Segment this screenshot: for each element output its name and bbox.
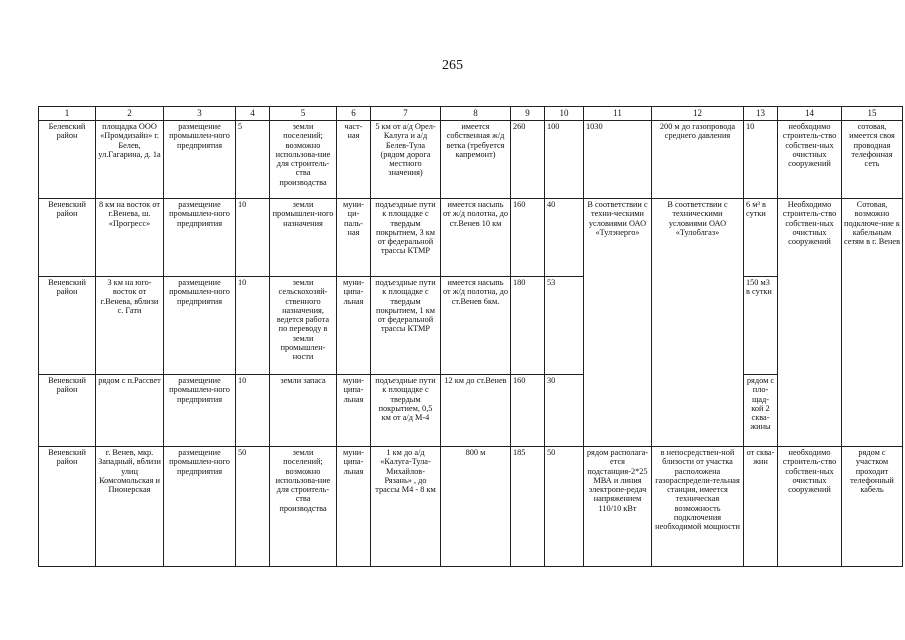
header-cell: 10: [545, 107, 584, 121]
header-cell: 2: [96, 107, 164, 121]
water-cell: 150 м3 в сутки: [744, 277, 778, 375]
header-cell: 14: [778, 107, 842, 121]
header-cell: 1: [39, 107, 96, 121]
header-cell: 3: [164, 107, 236, 121]
ownership-cell: муни-ципа-льная: [337, 447, 371, 567]
header-cell: 9: [511, 107, 545, 121]
roads-cell: подъездные пути к площадке с твердым покрытием, 1 км от федеральной трассы КТМР: [371, 277, 441, 375]
district-cell: Белевский район: [39, 121, 96, 199]
industrial-sites-table: [38, 106, 903, 567]
land-category-cell: земли поселений; возможно использова-ние для строитель-ства производства: [270, 447, 337, 567]
sewage-cell: необходимо строитель-ство собствен-ных очистных сооружений: [778, 121, 842, 199]
header-row: [39, 107, 903, 121]
header-cell: 11: [584, 107, 652, 121]
sewage-cell: Необходимо строитель-ство собствен-ных очистных сооружений: [778, 199, 842, 447]
col10-cell: 40: [545, 199, 584, 277]
col9-cell: 160: [511, 375, 545, 447]
district-cell: Веневский район: [39, 447, 96, 567]
col9-cell: 260: [511, 121, 545, 199]
railway-cell: 12 км до ст.Венев: [441, 375, 511, 447]
electricity-cell: В соответствии с техни-ческими условиями ОАО «Тулэнерго»: [584, 199, 652, 447]
railway-cell: имеется собственная ж/д ветка (требуется капремонт): [441, 121, 511, 199]
roads-cell: 1 км до а/д «Калуга-Тула-Михайлов-Рязань» , до трассы М4 - 8 км: [371, 447, 441, 567]
site-cell: площадка ООО «Промдизайн» г. Белев, ул.Гагарина, д. 1а: [96, 121, 164, 199]
header-cell: 6: [337, 107, 371, 121]
land-category-cell: земли сельскохозяй-ственного назначения, ведется работа по переводу в земли промышлен-ности: [270, 277, 337, 375]
col10-cell: 30: [545, 375, 584, 447]
electricity-cell: 1030: [584, 121, 652, 199]
telecom-cell: сотовая, имеется своя проводная телефонная сеть: [842, 121, 903, 199]
header-cell: 7: [371, 107, 441, 121]
ownership-cell: муни-ципа-льная: [337, 277, 371, 375]
table-row: [39, 277, 903, 375]
col10-cell: 53: [545, 277, 584, 375]
col9-cell: 160: [511, 199, 545, 277]
table-row: [39, 447, 903, 567]
land-category-cell: земли промышлен-ного назначения: [270, 199, 337, 277]
water-cell: 10: [744, 121, 778, 199]
col10-cell: 100: [545, 121, 584, 199]
telecom-cell: рядом с участком проходит телефонный кабель: [842, 447, 903, 567]
purpose-cell: размещение промышлен-ного предприятия: [164, 199, 236, 277]
site-cell: г. Венев, мкр. Западный, вблизи улиц Комсомольская и Пионерская: [96, 447, 164, 567]
page-number: 265: [442, 58, 463, 73]
gas-cell: 200 м до газопровода среднего давления: [652, 121, 744, 199]
col9-cell: 180: [511, 277, 545, 375]
purpose-cell: размещение промышлен-ного предприятия: [164, 375, 236, 447]
electricity-cell: рядом располага-ется подстанция-2*25 МВА и линия электропе-редач напряжением 110/10 кВт: [584, 447, 652, 567]
district-cell: Веневский район: [39, 375, 96, 447]
table-row: [39, 121, 903, 199]
telecom-cell: Сотовая, возможно подключе-ние к кабельным сетям в г. Венев: [842, 199, 903, 447]
area-cell: 10: [236, 375, 270, 447]
sewage-cell: необходимо строитель-ство собствен-ных очистных сооружений: [778, 447, 842, 567]
ownership-cell: част-ная: [337, 121, 371, 199]
site-cell: 3 км на юго-восток от г.Венева, вблизи с. Гати: [96, 277, 164, 375]
railway-cell: имеется насыпь от ж/д полотна, до ст.Венев 10 км: [441, 199, 511, 277]
table-row: [39, 199, 903, 277]
area-cell: 10: [236, 277, 270, 375]
gas-cell: в непосредствен-ной близости от участка расположена газораспредели-тельная станция, имеется техническая возможность подключения необходимой мощности: [652, 447, 744, 567]
header-cell: 12: [652, 107, 744, 121]
railway-cell: 800 м: [441, 447, 511, 567]
area-cell: 5: [236, 121, 270, 199]
area-cell: 50: [236, 447, 270, 567]
land-category-cell: земли поселений; возможно использова-ние для строитель-ства производства: [270, 121, 337, 199]
roads-cell: подъездные пути к площадке с твердым покрытием, 3 км от федеральной трассы КТМР: [371, 199, 441, 277]
water-cell: рядом с пло-щад-кой 2 сква-жины: [744, 375, 778, 447]
water-cell: 6 м³ в сутки: [744, 199, 778, 277]
gas-cell: В соответствии с техническими условиями ОАО «Тулоблгаз»: [652, 199, 744, 447]
header-cell: 8: [441, 107, 511, 121]
railway-cell: имеется насыпь от ж/д полотна, до ст.Венев 6км.: [441, 277, 511, 375]
area-cell: 10: [236, 199, 270, 277]
col10-cell: 50: [545, 447, 584, 567]
roads-cell: 5 км от а/д Орел-Калуга и а/д Белев-Тула (рядом дорога местного значения): [371, 121, 441, 199]
purpose-cell: размещение промышлен-ного предприятия: [164, 277, 236, 375]
header-cell: 4: [236, 107, 270, 121]
water-cell: от сква-жин: [744, 447, 778, 567]
ownership-cell: муни-ци-паль-ная: [337, 199, 371, 277]
purpose-cell: размещение промышлен-ного предприятия: [164, 447, 236, 567]
land-category-cell: земли запаса: [270, 375, 337, 447]
header-cell: 13: [744, 107, 778, 121]
purpose-cell: размещение промышлен-ного предприятия: [164, 121, 236, 199]
header-cell: 15: [842, 107, 903, 121]
ownership-cell: муни-ципа-льная: [337, 375, 371, 447]
roads-cell: подъездные пути к площадке с твердым покрытием, 0,5 км от а/д М-4: [371, 375, 441, 447]
header-cell: 5: [270, 107, 337, 121]
site-cell: рядом с п.Рассвет: [96, 375, 164, 447]
col9-cell: 185: [511, 447, 545, 567]
district-cell: Веневский район: [39, 277, 96, 375]
table-row: [39, 375, 903, 447]
site-cell: 8 км на восток от г.Венева, ш. «Прогресс»: [96, 199, 164, 277]
district-cell: Веневский район: [39, 199, 96, 277]
